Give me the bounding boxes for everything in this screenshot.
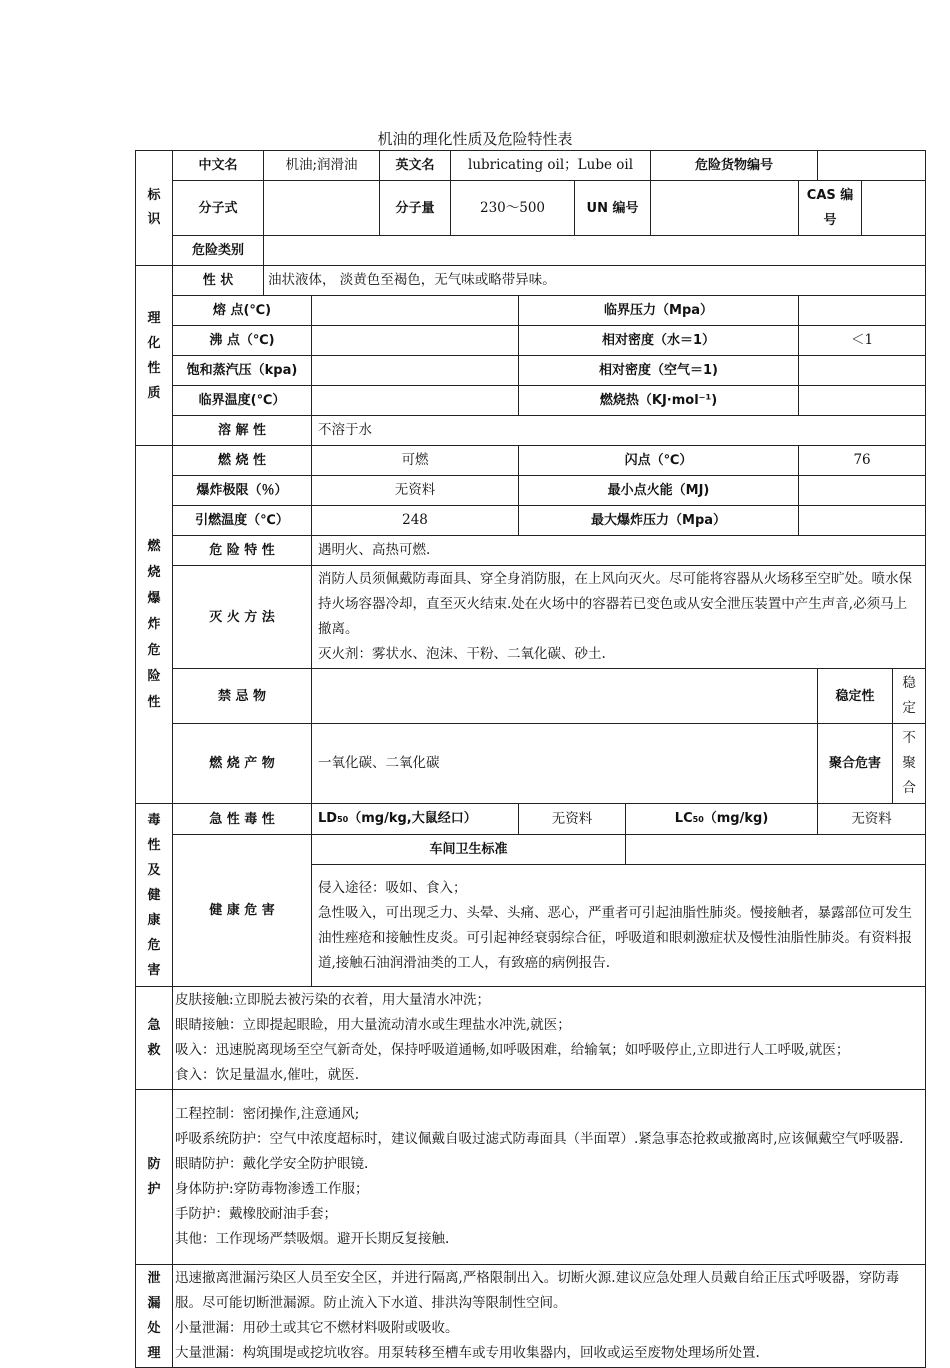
- ld50-value: 无资料: [519, 804, 626, 835]
- formula-label: 分子式: [173, 181, 264, 236]
- leak-small: 小量泄漏：用砂土或其它不燃材料吸附或吸收。: [175, 1320, 459, 1336]
- extinguish-agent: 灭火剂：雾状水、泡沫、干粉、二氧化碳、砂土.: [318, 646, 606, 662]
- products-value: 一氧化碳、二氧化碳: [312, 724, 818, 804]
- lc50-value: 无资料: [818, 804, 926, 835]
- flammability-value: 可燃: [312, 446, 519, 476]
- protection-other: 其他：工作现场严禁吸烟。避开长期反复接触.: [175, 1231, 450, 1247]
- un-label: UN 编号: [575, 181, 651, 236]
- mw-label: 分子量: [380, 181, 451, 236]
- firstaid-inhale: 吸入：迅速脱离现场至空气新奇处，保持呼吸道通畅,如呼吸困难，给输氧；如呼吸停止,立即进行人工呼吸,就医；: [175, 1042, 850, 1058]
- section-identify: 标 识: [136, 151, 173, 266]
- rel-density-air-value: [799, 356, 926, 386]
- msds-table: [135, 150, 926, 1368]
- ld50-label-a: LD: [318, 811, 338, 826]
- products-label: 燃 烧 产 物: [173, 724, 312, 804]
- section-protection: 防 护: [136, 1090, 173, 1265]
- health-route: 侵入途径：吸如、食入；: [318, 879, 467, 896]
- vapor-p-label: 饱和蒸汽压（kpa): [173, 356, 312, 386]
- workshop-value: [626, 835, 926, 865]
- form-label: 性 状: [173, 266, 264, 296]
- polymer-value: 不聚合: [893, 724, 926, 804]
- section-physchem: 理 化 性 质: [136, 266, 173, 446]
- rel-density-air-label: 相对密度（空气＝1): [519, 356, 799, 386]
- lc50-label-sub: 50: [692, 815, 704, 824]
- vapor-p-value: [312, 356, 519, 386]
- taboo-label: 禁 忌 物: [173, 669, 312, 724]
- extinguish-method: 消防人员须佩戴防毒面具、穿全身消防服，在上风向灭火。尽可能将容器从火场移至空旷处。喷水保持火场容器冷却，直至灭火结束.处在火场中的容器若已变色或从安全泄压装置中产生声音,必须马上撤离。: [318, 571, 912, 637]
- leak-general: 迅速撤离泄漏污染区人员至安全区，并进行隔离,严格限制出入。切断火源.建议应急处理人员戴自给正压式呼吸器，穿防毒服。尽可能切断泄漏源。防止流入下水道、排洪沟等限制性空间。: [175, 1270, 900, 1311]
- firstaid-ingest: 食入：饮足量温水,催吐，就医.: [175, 1067, 360, 1083]
- cas-value: [862, 181, 926, 236]
- protection-body: 身体防护:穿防毒物渗透工作服；: [175, 1181, 369, 1197]
- lc50-label-b: （mg/kg): [703, 811, 769, 826]
- protection-value: [173, 1090, 926, 1265]
- ignition-temp-value: 248: [312, 506, 519, 536]
- section-leak: 泄 漏 处 理: [136, 1265, 173, 1368]
- section-fire: 燃 烧 爆 炸 危 险 性: [136, 446, 173, 804]
- stability-value: 稳定: [893, 669, 926, 724]
- category-value: [264, 236, 926, 266]
- health-label: 健 康 危 害: [173, 835, 312, 987]
- ld50-label: [312, 804, 519, 835]
- hazard-no-value: [818, 151, 926, 181]
- en-name-value: lubricating oil；Lube oil: [451, 151, 651, 181]
- extinguish-value: [312, 566, 926, 669]
- min-ignition-label: 最小点火能（MJ): [519, 476, 799, 506]
- workshop-label: 车间卫生标准: [312, 835, 626, 865]
- crit-t-label: 临界温度(℃）: [173, 386, 312, 416]
- solubility-value: 不溶于水: [312, 416, 926, 446]
- ld50-label-sub: 50: [337, 815, 349, 824]
- rel-density-water-value: ＜1: [799, 326, 926, 356]
- page-title: 机油的理化性质及危险特性表: [377, 130, 573, 148]
- crit-p-label: 临界压力（Mpa）: [519, 296, 799, 326]
- un-value: [651, 181, 799, 236]
- flammability-label: 燃 烧 性: [173, 446, 312, 476]
- en-name-label: 英文名: [380, 151, 451, 181]
- protection-respiratory: 呼吸系统防护：空气中浓度超标时，建议佩戴自吸过滤式防毒面具（半面罩）.紧急事态抢救或撤离时,应该佩戴空气呼吸器.: [175, 1131, 904, 1147]
- taboo-value: [312, 669, 818, 724]
- lc50-label-a: LC: [674, 811, 693, 826]
- ld50-label-b: （mg/kg,大鼠经口）: [348, 811, 477, 826]
- section-firstaid: 急 救: [136, 987, 173, 1090]
- hazard-value: 遇明火、高热可燃.: [312, 536, 926, 566]
- firstaid-value: [173, 987, 926, 1090]
- health-value: [312, 865, 926, 987]
- protection-engineering: 工程控制：密闭操作,注意通风;: [175, 1106, 360, 1122]
- cn-name-value: 机油;润滑油: [264, 151, 380, 181]
- bp-label: 沸 点（℃): [173, 326, 312, 356]
- mp-label: 熔 点(℃): [173, 296, 312, 326]
- combustion-heat-label: 燃烧热（KJ·mol⁻¹): [519, 386, 799, 416]
- acute-tox-label: 急 性 毒 性: [173, 804, 312, 835]
- mw-value: 230～500: [451, 181, 575, 236]
- max-pressure-label: 最大爆炸压力（Mpa）: [519, 506, 799, 536]
- ignition-temp-label: 引燃温度（℃）: [173, 506, 312, 536]
- leak-value: [173, 1265, 926, 1368]
- rel-density-water-label: 相对密度（水＝1）: [519, 326, 799, 356]
- firstaid-eye: 眼睛接触：立即提起眼睑，用大量流动清水或生理盐水冲洗,就医；: [175, 1017, 571, 1033]
- formula-value: [264, 181, 380, 236]
- mp-value: [312, 296, 519, 326]
- flash-point-label: 闪点（℃）: [519, 446, 799, 476]
- explosion-limit-label: 爆炸极限（％）: [173, 476, 312, 506]
- crit-p-value: [799, 296, 926, 326]
- section-toxicity: 毒 性 及 健 康 危 害: [136, 804, 173, 987]
- bp-value: [312, 326, 519, 356]
- form-value: 油状液体， 淡黄色至褐色，无气味或略带异味。: [264, 266, 926, 296]
- cas-label: CAS 编号: [799, 181, 862, 236]
- polymer-label: 聚合危害: [818, 724, 893, 804]
- explosion-limit-value: 无资料: [312, 476, 519, 506]
- max-pressure-value: [799, 506, 926, 536]
- protection-eye: 眼睛防护：戴化学安全防护眼镜.: [175, 1156, 369, 1172]
- min-ignition-value: [799, 476, 926, 506]
- category-label: 危险类别: [173, 236, 264, 266]
- hazard-no-label: 危险货物编号: [651, 151, 818, 181]
- extinguish-label: 灭 火 方 法: [173, 566, 312, 669]
- protection-hand: 手防护：戴橡胶耐油手套；: [175, 1206, 337, 1222]
- combustion-heat-value: [799, 386, 926, 416]
- cn-name-label: 中文名: [173, 151, 264, 181]
- health-effects: 急性吸入，可出现乏力、头晕、头痛、恶心，严重者可引起油脂性肺炎。慢接触者，暴露部位可发生油性痤疮和接触性皮炎。可引起神经衰弱综合征，呼吸道和眼刺激症状及慢性油脂性肺炎。有资料报道,接触石油润滑油类的工人，有致癌的病例报告.: [318, 904, 912, 971]
- leak-large: 大量泄漏：构筑围堤或挖坑收容。用泵转移至槽车或专用收集器内，回收或运至废物处理场所处置.: [175, 1345, 760, 1361]
- flash-point-value: 76: [799, 446, 926, 476]
- hazard-label: 危 险 特 性: [173, 536, 312, 566]
- stability-label: 稳定性: [818, 669, 893, 724]
- crit-t-value: [312, 386, 519, 416]
- solubility-label: 溶 解 性: [173, 416, 312, 446]
- lc50-label: [626, 804, 818, 835]
- firstaid-skin: 皮肤接触:立即脱去被污染的衣着，用大量清水冲洗；: [175, 992, 491, 1008]
